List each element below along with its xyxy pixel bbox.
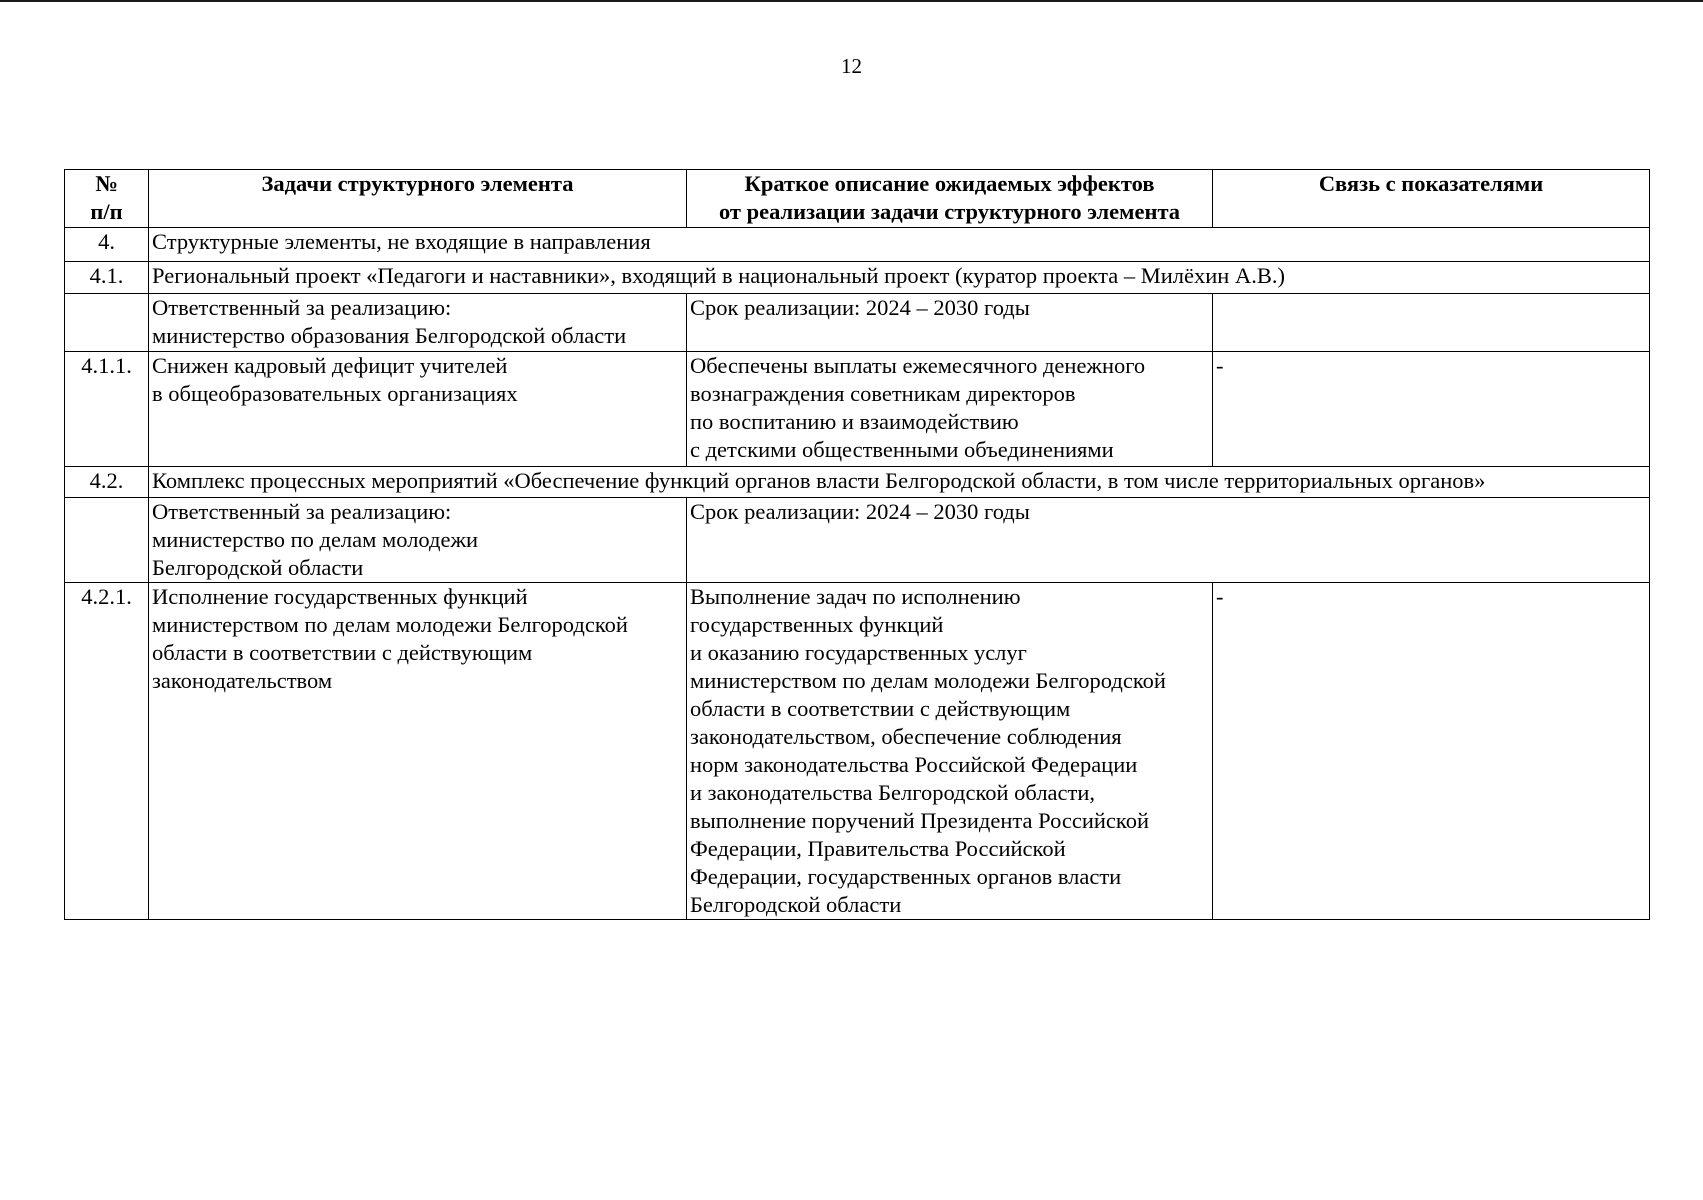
header-tasks: Задачи структурного элемента: [149, 170, 687, 228]
task-line: области в соответствии с действующим: [152, 640, 533, 665]
table-row: [65, 294, 1650, 352]
responsible-line: Белгородской области: [152, 555, 364, 580]
header-indicators: Связь с показателями: [1213, 170, 1650, 228]
page-number: 12: [841, 54, 862, 78]
term-cell: Срок реализации: 2024 – 2030 годы: [687, 498, 1650, 583]
effect-line: Обеспечены выплаты ежемесячного денежного: [690, 353, 1146, 378]
row-number: 4.1.1.: [65, 352, 149, 467]
effect-line: области в соответствии с действующим: [690, 696, 1071, 721]
responsible-line: Ответственный за реализацию:: [152, 295, 452, 320]
indicator-cell: -: [1213, 583, 1650, 920]
effect-cell: [687, 583, 1213, 920]
scan-top-edge: [0, 0, 1703, 2]
responsible-line: Ответственный за реализацию:: [152, 499, 452, 524]
empty-cell: [65, 294, 149, 352]
responsible-line: министерство образования Белгородской области: [152, 323, 627, 348]
table-header-row: [65, 170, 1650, 228]
header-number: [65, 170, 149, 228]
row-number: 4.2.: [65, 467, 149, 498]
responsible-cell: [149, 498, 687, 583]
effect-line: норм законодательства Российской Федерации: [690, 752, 1138, 777]
task-line: законодательством: [152, 668, 333, 693]
effect-line: и законодательства Белгородской области,: [690, 780, 1096, 805]
task-line: Снижен кадровый дефицит учителей: [152, 353, 508, 378]
header-number-abbr: п/п: [90, 199, 123, 224]
effect-line: вознаграждения советникам директоров: [690, 381, 1076, 406]
effect-line: законодательством, обеспечение соблюдения: [690, 724, 1122, 749]
empty-cell: [1213, 294, 1650, 352]
effect-line: по воспитанию и взаимодействию: [690, 409, 1019, 434]
effect-line: Белгородской области: [690, 892, 902, 917]
effect-line: государственных функций: [690, 612, 944, 637]
row-number: 4.: [65, 228, 149, 262]
responsible-line: министерство по делам молодежи: [152, 527, 479, 552]
table-row: [65, 467, 1650, 498]
term-cell: Срок реализации: 2024 – 2030 годы: [687, 294, 1213, 352]
table-row: [65, 583, 1650, 920]
effect-line: с детскими общественными объединениями: [690, 437, 1114, 462]
header-effects-line: Краткое описание ожидаемых эффектов: [744, 171, 1155, 196]
effect-line: Федерации, Правительства Российской: [690, 836, 1066, 861]
header-effects: [687, 170, 1213, 228]
effect-cell: [687, 352, 1213, 467]
table-row: [65, 498, 1650, 583]
empty-cell: [65, 498, 149, 583]
task-line: Исполнение государственных функций: [152, 584, 528, 609]
task-line: в общеобразовательных организациях: [152, 381, 518, 406]
complex-title: Комплекс процессных мероприятий «Обеспечение функций органов власти Белгородской области, в том числе территориальных органов»: [149, 467, 1650, 498]
effect-line: и оказанию государственных услуг: [690, 640, 1027, 665]
header-effects-line: от реализации задачи структурного элемента: [718, 199, 1181, 224]
effect-line: министерством по делам молодежи Белгородской: [690, 668, 1166, 693]
row-number: 4.1.: [65, 262, 149, 294]
table-row: [65, 228, 1650, 262]
row-number: 4.2.1.: [65, 583, 149, 920]
responsible-cell: [149, 294, 687, 352]
effect-line: Федерации, государственных органов власти: [690, 864, 1122, 889]
project-title: Региональный проект «Педагоги и наставники», входящий в национальный проект (куратор проекта – Милёхин А.В.): [149, 262, 1650, 294]
effect-line: выполнение поручений Президента Российской: [690, 808, 1149, 833]
structural-elements-table: [64, 169, 1650, 920]
task-line: министерством по делам молодежи Белгородской: [152, 612, 628, 637]
indicator-cell: -: [1213, 352, 1650, 467]
task-cell: [149, 583, 687, 920]
table-row: [65, 262, 1650, 294]
section-title: Структурные элементы, не входящие в направления: [149, 228, 1650, 262]
effect-line: Выполнение задач по исполнению: [690, 584, 1021, 609]
table-row: [65, 352, 1650, 467]
header-number-symbol: №: [95, 171, 118, 196]
task-cell: [149, 352, 687, 467]
